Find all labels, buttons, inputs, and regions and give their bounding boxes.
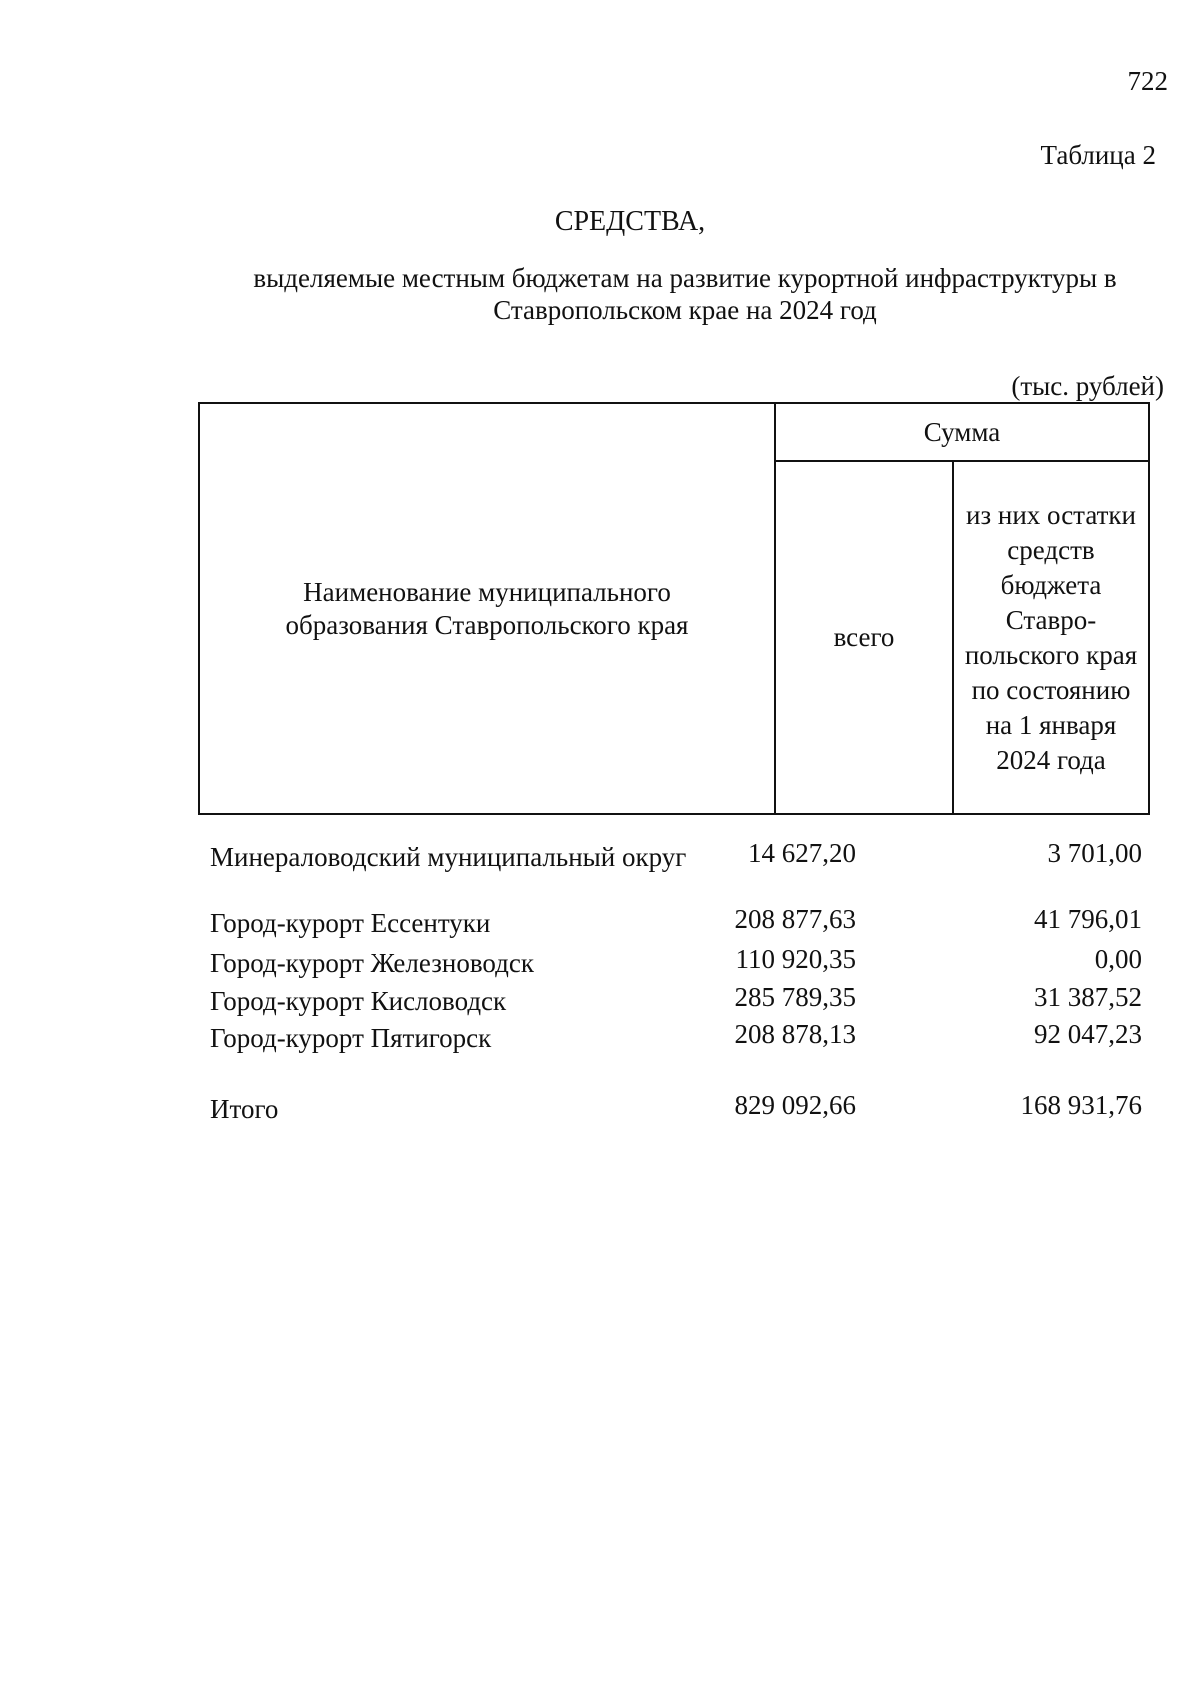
row-name: Город-курорт Кисловодск [210, 986, 507, 1016]
row-name: Итого [210, 1094, 279, 1124]
header-sum-label: Сумма [923, 416, 1001, 447]
row-name: Минераловодский муниципальный округ [210, 842, 687, 872]
row-total: 208 878,13 [734, 1019, 856, 1049]
row-name: Город-курорт Железноводск [210, 948, 534, 978]
table-row [210, 838, 1150, 876]
header-name-label: Наименование муниципального образования Ставропольского края [285, 576, 689, 640]
header-sum-cell [774, 402, 1150, 462]
row-remainder: 92 047,23 [1034, 1019, 1142, 1049]
row-remainder: 3 701,00 [1047, 838, 1142, 868]
table-label: Таблица 2 [1040, 140, 1156, 170]
table-row-total [210, 1090, 1150, 1128]
page-number: 722 [1127, 66, 1168, 96]
row-remainder: 31 387,52 [1034, 982, 1142, 1012]
row-name: Город-курорт Пятигорск [210, 1023, 492, 1053]
row-remainder: 0,00 [1094, 944, 1142, 974]
row-total: 285 789,35 [734, 982, 856, 1012]
row-total: 110 920,35 [735, 944, 856, 974]
header-remainder-cell [952, 460, 1150, 815]
row-name: Город-курорт Ессентуки [210, 908, 491, 938]
row-remainder: 41 796,01 [1034, 904, 1142, 934]
header-total-cell [774, 460, 954, 815]
table-row [210, 944, 1150, 982]
row-total: 14 627,20 [748, 838, 856, 868]
table-row [210, 982, 1150, 1020]
table-row [210, 904, 1150, 942]
document-title: СРЕДСТВА, [554, 206, 706, 237]
row-remainder: 168 931,76 [1020, 1090, 1142, 1120]
header-total-label: всего [833, 622, 895, 652]
document-subtitle: выделяемые местным бюджетам на развитие курортной инфраструктуры в Ставропольском крае на 2024 год [253, 263, 1117, 325]
header-remainder-label: из них остатки средств бюджета Ставро-польского края по состоянию на 1 января 2024 года [964, 499, 1138, 775]
header-name-cell [198, 402, 776, 815]
units-label: (тыс. рублей) [1011, 371, 1164, 401]
row-total: 829 092,66 [734, 1090, 856, 1120]
table-row [210, 1019, 1150, 1057]
row-total: 208 877,63 [734, 904, 856, 934]
